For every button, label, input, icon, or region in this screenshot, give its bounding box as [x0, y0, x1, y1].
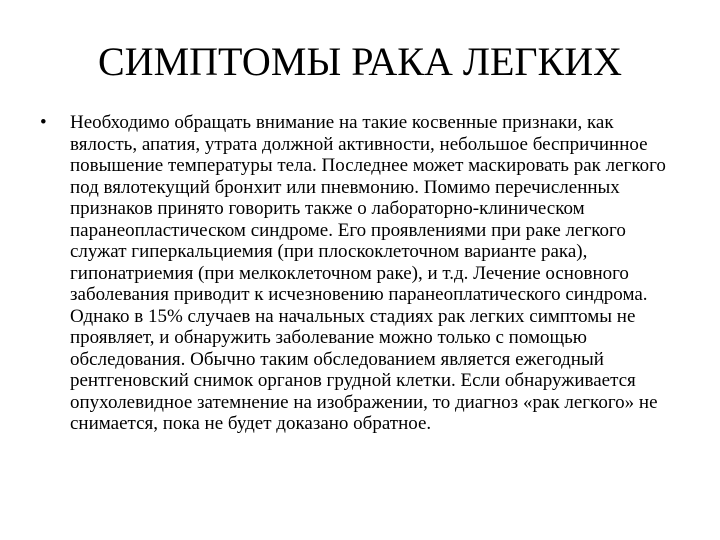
- bullet-marker: •: [40, 112, 47, 133]
- bullet-item: [40, 112, 680, 435]
- slide-title: СИМПТОМЫ РАКА ЛЕГКИХ: [98, 39, 622, 84]
- bullet-list: [40, 112, 680, 435]
- bullet-text: Необходимо обращать внимание на такие косвенные признаки, как вялость, апатия, утрата должной активности, небольшое беспричинное повышение температуры тела. Последнее может маскировать рак легкого под вялотекущий бронхит или пневмонию. Помимо перечисленных признаков принято говорить также о лабораторно-клиническом паранеопластическом синдроме. Его проявлениями при раке легкого служат гиперкальциемия (при плоскоклеточном варианте рака), гипонатриемия (при мелкоклеточном раке), и т.д. Лечение основного заболевания приводит к исчезновению паранеоплатического синдрома. Однако в 15% случаев на начальных стадиях рак легких симптомы не проявляет, и обнаружить заболевание можно только с помощью обследования. Обычно таким обследованием является ежегодный рентгеновский снимок органов грудной клетки. Если обнаруживается опухолевидное затемнение на изображении, то диагноз «рак легкого» не снимается, пока не будет доказано обратное.: [70, 112, 666, 434]
